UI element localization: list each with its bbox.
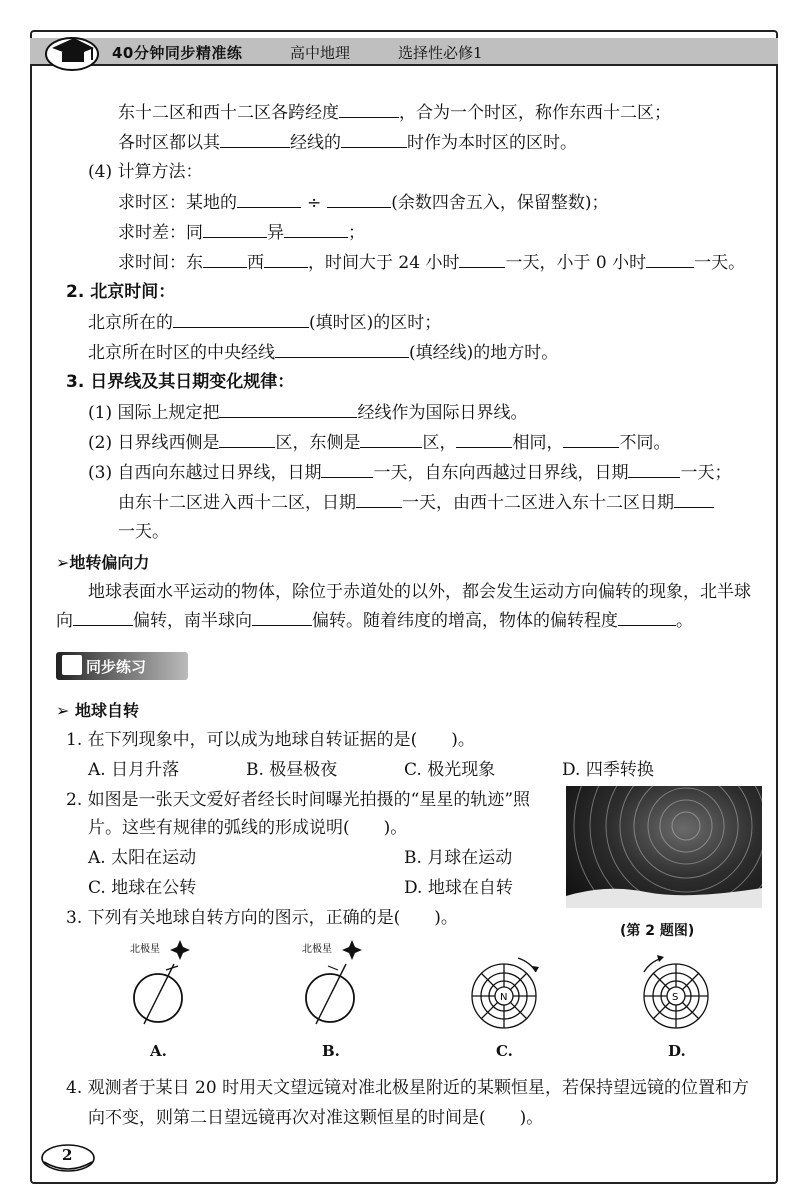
- diagram-label-d: D.: [668, 1042, 686, 1060]
- question-4: 4. 观测者于某日 20 时用天文望远镜对准北极星附近的某颗恒星，若保持望远镜的位置和方: [66, 1078, 750, 1098]
- question-1-option: B. 极昼极夜: [246, 760, 338, 780]
- text-line: 地球表面水平运动的物体，除位于赤道处的以外，都会发生运动方向偏转的现象，北半球: [88, 582, 751, 602]
- pole-label: S: [672, 992, 679, 1003]
- practice-banner-label: 同步练习: [86, 658, 147, 676]
- practice-banner: [56, 652, 188, 680]
- text-line: 北京所在的 (填时区)的区时；: [88, 310, 441, 335]
- diagram-label-a: A.: [150, 1042, 167, 1060]
- question-2-option: A. 太阳在运动: [88, 848, 197, 868]
- volume-label: 选择性必修1: [398, 44, 483, 62]
- text-line: (3) 自西向东越过日界线，日期 一天，自东向西越过日界线，日期 一天；: [88, 460, 731, 485]
- text-line: 东十二区和西十二区各跨经度 ，合为一个时区，称作东西十二区；: [118, 100, 671, 125]
- question-1: 1. 在下列现象中，可以成为地球自转证据的是( )。: [66, 730, 475, 750]
- text-line: 求时间：东 西 ，时间大于 24 小时 一天，小于 0 小时 一天。: [118, 250, 745, 275]
- star-trails-photo: [566, 786, 762, 908]
- series-title: 40分钟同步精准练: [112, 44, 243, 62]
- question-1-option: D. 四季转换: [562, 760, 654, 780]
- page-number-badge: [40, 1142, 96, 1174]
- diagram-label-c: C.: [496, 1042, 513, 1060]
- question-2-option: D. 地球在自转: [404, 878, 513, 898]
- section-heading: ➢ 地球自转: [56, 701, 139, 720]
- rotation-diagram-b: [298, 936, 370, 1032]
- text-line: 向 偏转，南半球向 偏转。随着纬度的增高，物体的偏转程度 。: [56, 608, 693, 633]
- section-heading: 3. 日界线及其日期变化规律：: [66, 372, 295, 392]
- rotation-diagram-c: [464, 936, 548, 1032]
- subject-label: 高中地理: [290, 44, 351, 62]
- polaris-star-icon: [170, 940, 190, 960]
- pole-label: N: [500, 992, 508, 1003]
- rotation-diagram-a: [126, 936, 198, 1032]
- text-line: (4) 计算方法：: [88, 162, 203, 182]
- question-3: 3. 下列有关地球自转方向的图示，正确的是( )。: [66, 908, 458, 928]
- question-4: 向不变，则第二日望远镜再次对准这颗恒星的时间是( )。: [88, 1108, 544, 1128]
- text-line: (2) 日界线西侧是 区，东侧是 区， 相同， 不同。: [88, 430, 670, 455]
- question-2-option: B. 月球在运动: [404, 848, 513, 868]
- text-line: 一天。: [118, 522, 169, 542]
- question-2-figure-caption: (第 2 题图): [620, 923, 695, 939]
- text-line: 求时区：某地的 ÷ (余数四舍五入，保留整数)；: [118, 190, 609, 215]
- text-line: (1) 国际上规定把 经线作为国际日界线。: [88, 400, 527, 425]
- text-line: 北京所在时区的中央经线 (填经线)的地方时。: [88, 340, 558, 365]
- graduation-cap-icon: [44, 30, 100, 72]
- rotation-arrow-icon: [518, 958, 536, 972]
- header-bar: [30, 38, 778, 66]
- diagram-label-b: B.: [322, 1042, 340, 1060]
- polaris-star-icon: [342, 940, 362, 960]
- text-line: 求时差：同 异 ；: [118, 220, 365, 245]
- text-line: 由东十二区进入西十二区，日期 一天，由西十二区进入东十二区日期: [118, 490, 714, 515]
- question-2: 片。这些有规律的弧线的形成说明( )。: [88, 818, 408, 838]
- question-1-option: A. 日月升落: [88, 760, 180, 780]
- question-1-option: C. 极光现象: [404, 760, 496, 780]
- section-heading: 2. 北京时间：: [66, 282, 176, 302]
- text-line: 各时区都以其 经线的 时作为本时区的区时。: [118, 130, 577, 155]
- polaris-label: 北极星: [130, 944, 160, 955]
- question-2-option: C. 地球在公转: [88, 878, 197, 898]
- question-2: 2. 如图是一张天文爱好者经长时间曝光拍摄的“星星的轨迹”照: [66, 790, 531, 810]
- polaris-label: 北极星: [302, 944, 332, 955]
- page-number: 2: [62, 1146, 73, 1164]
- section-heading: ➢地转偏向力: [56, 553, 150, 572]
- book-icon: [62, 655, 82, 675]
- rotation-diagram-d: [636, 936, 720, 1032]
